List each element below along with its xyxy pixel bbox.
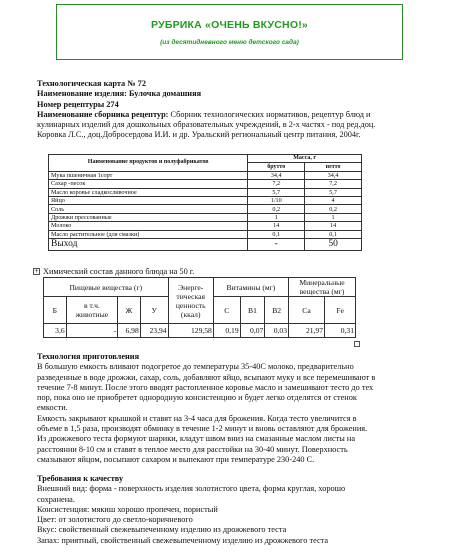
table-row <box>49 230 362 238</box>
table-row <box>49 205 362 213</box>
net-cell: 1 <box>305 213 362 221</box>
net-cell: 7,2 <box>305 180 362 188</box>
technology-section <box>37 352 442 465</box>
gross-cell: 0,1 <box>248 230 305 238</box>
product-cell: Дрожжи прессованные <box>49 213 248 221</box>
col-protein: Б <box>44 297 67 324</box>
table-row <box>49 222 362 230</box>
quality-section <box>37 474 442 546</box>
col-vit-c: С <box>213 297 240 324</box>
quality-line: Цвет: от золотистого до светло-коричневого <box>37 515 193 525</box>
chemistry-title: Химический состав данного блюда на 50 г. <box>43 267 195 276</box>
products-header-gross: брутто <box>248 163 305 171</box>
product-cell: Масло коровье сладкосливочное <box>49 188 248 196</box>
banner-title: РУБРИКА «ОЧЕНЬ ВКУСНО!» <box>151 19 308 31</box>
technology-line: смазывают яйцом, посыпают сахаром и выпекают при температуре 230-240 С. <box>37 454 315 464</box>
products-table <box>48 154 362 251</box>
quality-line: Консистенция: мякиш хорошо пропечен, пористый <box>37 504 218 514</box>
card-number: Технологическая карта № 72 <box>37 79 146 88</box>
value-carbs: 23,94 <box>140 324 168 338</box>
net-cell: 14 <box>305 222 362 230</box>
table-row <box>49 196 362 204</box>
quality-line: Внешний вид: форма - поверхность изделия золотистого цвета, форма круглая, хорошо <box>37 484 346 494</box>
card-header <box>37 79 442 141</box>
value-iron: 0,31 <box>325 324 356 338</box>
value-animal: - <box>66 324 117 338</box>
col-iron: Fe <box>325 297 356 324</box>
technology-line: Емкость закрывают крышкой и ставят на 3-4 часа для брожения. Когда тесто увеличится в <box>37 413 357 423</box>
technology-line: емкости. <box>37 403 68 413</box>
technology-title: Технология приготовления <box>37 352 140 361</box>
banner-subtitle: (из десятидневного меню детского сада) <box>160 39 299 46</box>
product-cell: Соль <box>49 205 248 213</box>
table-row <box>49 188 362 196</box>
col-carbs: У <box>140 297 168 324</box>
product-cell: Мука пшеничная 1сорт <box>49 171 248 179</box>
col-fat: Ж <box>118 297 141 324</box>
recipe-source: Наименование сборника рецептур: Сборник технологических нормативов, рецептур блюд и <box>37 109 371 119</box>
value-vit-c: 0,19 <box>213 324 240 338</box>
gross-cell: 1/10 <box>248 196 305 204</box>
energy-header: Энерге- тическая ценность (ккал) <box>168 278 213 324</box>
gross-cell: 5,7 <box>248 188 305 196</box>
table-row <box>44 324 356 338</box>
net-cell: 0,2 <box>305 205 362 213</box>
yield-net: 50 <box>305 238 362 250</box>
gross-cell: 1 <box>248 213 305 221</box>
rubric-banner <box>56 4 403 60</box>
value-vit-b1: 0,07 <box>240 324 265 338</box>
yield-row <box>49 238 362 250</box>
technology-line: объеме в 1,5 раза, производят обминку в течение 1-2 минут и вновь оставляют для брожения. <box>37 424 368 434</box>
technology-line: В большую емкость вливают подогретое до температуры 35-40С молоко, предварительно <box>37 362 354 372</box>
product-cell: Сахар -песок <box>49 180 248 188</box>
table-row <box>49 180 362 188</box>
vitamins-header: Витамины (мг) <box>213 278 288 297</box>
gross-cell: 7,2 <box>248 180 305 188</box>
minerals-header: Минеральные вещества (мг) <box>289 278 356 297</box>
col-vit-b1: В1 <box>240 297 265 324</box>
net-cell: 4 <box>305 196 362 204</box>
quality-title: Требования к качеству <box>37 474 124 483</box>
gross-cell: 0,2 <box>248 205 305 213</box>
col-animal: в т.ч. животные <box>66 297 117 324</box>
net-cell: 0,1 <box>305 230 362 238</box>
products-header-net: нетто <box>305 163 362 171</box>
table-resize-handle[interactable] <box>354 341 360 347</box>
net-cell: 5,7 <box>305 188 362 196</box>
net-cell: 34,4 <box>305 171 362 179</box>
col-calcium: Са <box>289 297 325 324</box>
products-header-mass: Масса, г <box>248 155 362 163</box>
quality-line: Вкус: свойственный свежевыпеченному изделию из дрожжевого теста <box>37 525 287 535</box>
technology-line: пор, пока оно не приобретет однородную консистенцию и будет легко отделятся от стенок <box>37 393 357 403</box>
table-row <box>49 171 362 179</box>
yield-gross: - <box>248 238 305 250</box>
product-name: Наименование изделия: Булочка домашняя <box>37 89 202 99</box>
products-header-name: Наименование продуктов и полуфабрикатов <box>49 155 248 172</box>
table-row <box>49 213 362 221</box>
yield-label: Выход <box>49 238 248 250</box>
value-fat: 6,98 <box>118 324 141 338</box>
value-energy: 129,58 <box>168 324 213 338</box>
value-protein: 3,6 <box>44 324 67 338</box>
recipe-source-line: Коровка Л.С., доц.Добросердова И.И. и др. Уральский региональный центр питания, 2004г. <box>37 130 361 140</box>
technology-line: расстоянии 8-10 см и ставят в теплое место для расстойки на 30-40 минут. Поверхность <box>37 444 348 454</box>
technology-line: разведенные в воде дрожжи, сахар, соль, добавляют яйцо, всыпают муку и все перемешивают в <box>37 372 376 382</box>
value-vit-b2: 0,03 <box>265 324 289 338</box>
value-calcium: 21,97 <box>289 324 325 338</box>
product-cell: Масло растительное (для смазки) <box>49 230 248 238</box>
gross-cell: 34,4 <box>248 171 305 179</box>
table-move-handle-icon[interactable]: + <box>34 268 39 275</box>
product-cell: Молоко <box>49 222 248 230</box>
gross-cell: 14 <box>248 222 305 230</box>
product-cell: Яйцо <box>49 196 248 204</box>
technology-line: течение 7-8 минут. После этого вводят растопленное коровье масло и замешивают тесто до тех <box>37 382 374 392</box>
nutrients-header: Пищевые вещества (г) <box>44 278 169 297</box>
chemistry-table <box>43 277 356 338</box>
quality-line: сохранена. <box>37 494 75 504</box>
technology-line: Из дрожжевого теста формуют шарики, кладут швом вниз на смазанные маслом листы на <box>37 434 356 444</box>
recipe-source-line: кулинарных изделий для дошкольных образовательных учреждений, в 2-х частях - под ред.доц. <box>37 120 376 130</box>
quality-line: Запах: приятный, свойственный свежевыпеченному изделию из дрожжевого теста <box>37 535 329 545</box>
recipe-number: Номер рецептуры 274 <box>37 99 119 109</box>
col-vit-b2: В2 <box>265 297 289 324</box>
